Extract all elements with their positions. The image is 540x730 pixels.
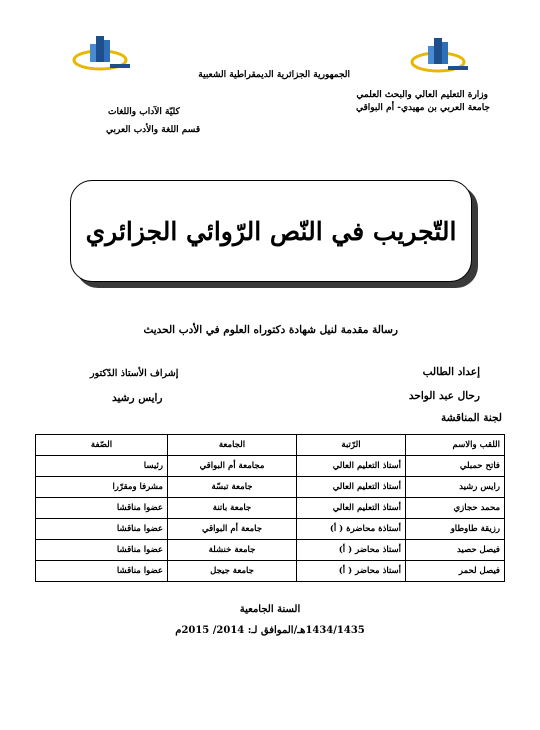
member-name: رزيقة طاوطاو (406, 519, 505, 540)
member-name: رايس رشيد (406, 477, 505, 498)
member-role: رئيسا (36, 456, 168, 477)
member-university: جامعة أم البواقي (168, 519, 297, 540)
member-role: عضوا مناقشا (36, 561, 168, 582)
committee-table (35, 434, 505, 582)
table-row (36, 519, 505, 540)
member-role: عضوا مناقشا (36, 498, 168, 519)
member-name: فيصل لحمر (406, 561, 505, 582)
member-name: فيصل حصيد (406, 540, 505, 561)
member-rank: أستاذ محاضر ( أ) (297, 561, 406, 582)
prepared-by-label: إعداد الطالب (422, 366, 480, 378)
member-role: مشرفا ومقرّرا (36, 477, 168, 498)
university-line: جامعة العربي بن مهيدي- أم البواقي (355, 103, 490, 113)
table-row (36, 561, 505, 582)
header-role: الصّفة (36, 435, 168, 456)
member-role: عضوا مناقشا (36, 519, 168, 540)
committee-header-row (36, 435, 505, 456)
table-row (36, 477, 505, 498)
university-logo-left (70, 30, 134, 74)
academic-year-label: السنة الجامعية (239, 604, 301, 615)
table-row (36, 456, 505, 477)
member-name: محمد حجازي (406, 498, 505, 519)
thesis-subtitle: رسالة مقدمة لنيل شهادة دكتوراه العلوم في الأدب الحديث (143, 324, 398, 336)
supervision-label: إشراف الأستاذ الدّكتور (90, 368, 179, 379)
member-role: عضوا مناقشا (36, 540, 168, 561)
committee-label: لجنة المناقشة (440, 412, 502, 424)
department-line: قسم اللغة والأدب العربي (106, 125, 201, 135)
member-university: جامعة تبسّة (168, 477, 297, 498)
member-rank: أستاذ التعليم العالي (297, 456, 406, 477)
republic-line: الجمهورية الجزائرية الديمقراطية الشعبية (198, 70, 350, 80)
member-name: فاتح حمبلي (406, 456, 505, 477)
supervisor-name: رايس رشيد (112, 392, 163, 404)
table-row (36, 540, 505, 561)
member-rank: أستاذ التعليم العالي (297, 498, 406, 519)
header-name: اللقب والاسم (406, 435, 505, 456)
university-logo-right (408, 32, 472, 76)
table-row (36, 498, 505, 519)
faculty-line: كليّة الآداب واللغات (108, 107, 180, 117)
member-university: جامعة خنشلة (168, 540, 297, 561)
header-rank: الرّتبة (297, 435, 406, 456)
member-university: جامعة جيجل (168, 561, 297, 582)
header-university: الجامعة (168, 435, 297, 456)
member-rank: أستاذة محاضرة ( أ) (297, 519, 406, 540)
academic-year-value: 1434/1435هـ/الموافق لـ: 2014/ 2015م (175, 625, 365, 636)
thesis-title-box (70, 180, 472, 282)
member-rank: أستاذ التعليم العالي (297, 477, 406, 498)
member-rank: أستاذ محاضر ( أ) (297, 540, 406, 561)
ministry-line: وزارة التعليم العالي والبحث العلمي (356, 90, 488, 100)
member-university: مجامعة أم البواقي (168, 456, 297, 477)
thesis-title: التّجريب في النّص الرّوائي الجزائري (85, 216, 457, 246)
member-university: جامعة باتنة (168, 498, 297, 519)
student-name: رحال عبد الواحد (408, 390, 480, 402)
